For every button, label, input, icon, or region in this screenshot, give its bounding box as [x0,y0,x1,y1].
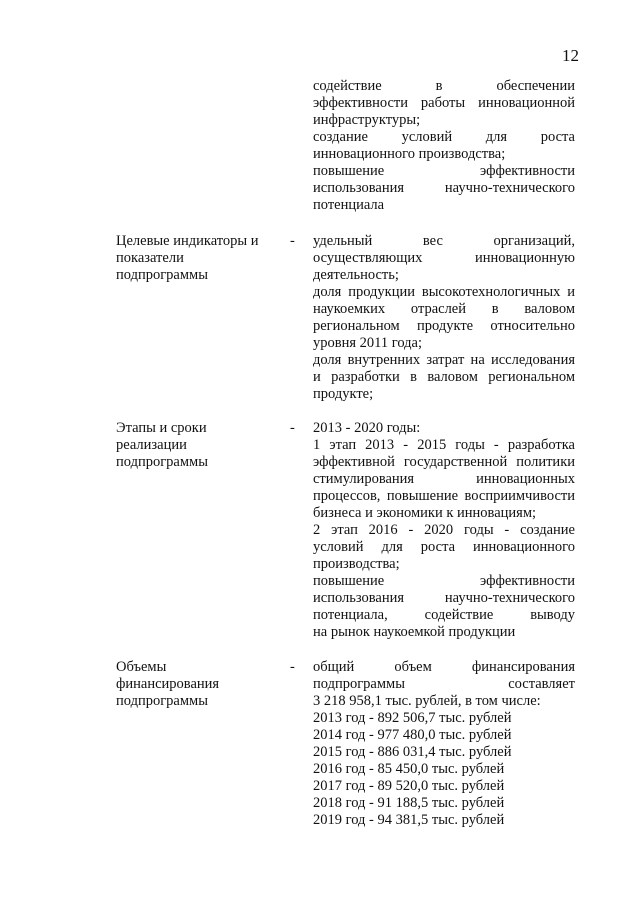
label-line: реализации [116,437,187,453]
text-line: и разработки в валовом региональном [313,369,575,385]
text-line: потенциала, содействие выводу [313,607,575,623]
text-line: 2014 год - 977 480,0 тыс. рублей [313,727,512,743]
text-line: процессов, повышение восприимчивости [313,488,575,504]
text-line: потенциала [313,197,385,213]
text-line: 2013 год - 892 506,7 тыс. рублей [313,710,512,726]
label-line: Этапы и сроки [116,420,207,436]
text-line: осуществляющих инновационную [313,250,575,266]
text-line: региональном продукте относительно [313,318,575,334]
text-line: на рынок наукоемкой продукции [313,624,516,640]
text-line: уровня 2011 года; [313,335,422,351]
text-line: создание условий для роста [313,129,575,145]
label-line: финансирования [116,676,220,692]
text-line: 3 218 958,1 тыс. рублей, в том числе: [313,693,541,709]
label-line: подпрограммы [116,693,208,709]
text-line: производства; [313,556,400,572]
text-line: инновационного производства; [313,146,506,162]
text-line: подпрограммы составляет [313,676,575,692]
text-line: 2019 год - 94 381,5 тыс. рублей [313,812,505,828]
text-line: 2018 год - 91 188,5 тыс. рублей [313,795,505,811]
text-line: доля внутренних затрат на исследования [313,352,575,368]
top-continuation-text [313,78,575,214]
text-line: доля продукции высокотехнологичных и [313,284,575,300]
text-line: 2 этап 2016 - 2020 годы - создание [313,522,575,538]
section-label-stages [116,420,286,471]
text-line: эффективной государственной политики [313,454,575,470]
text-line: эффективности работы инновационной [313,95,575,111]
section-content-indicators [313,233,575,403]
section-label-funding [116,659,286,710]
text-line: стимулирования инновационных [313,471,575,487]
text-line: удельный вес организаций, [313,233,575,249]
label-line: подпрограммы [116,454,208,470]
text-line: использования научно-технического [313,590,575,606]
text-line: 1 этап 2013 - 2015 годы - разработка [313,437,575,453]
text-line: деятельность; [313,267,399,283]
label-line: показатели [116,250,184,266]
label-line: Объемы [116,659,167,675]
section-dash: - [290,233,295,249]
text-line: бизнеса и экономики к инновациям; [313,505,537,521]
section-dash: - [290,420,295,436]
text-line: 2016 год - 85 450,0 тыс. рублей [313,761,505,777]
text-line: 2015 год - 886 031,4 тыс. рублей [313,744,512,760]
text-line: повышение эффективности [313,163,575,179]
text-line: 2017 год - 89 520,0 тыс. рублей [313,778,505,794]
text-line: условий для роста инновационного [313,539,575,555]
label-line: Целевые индикаторы и [116,233,259,249]
text-line: повышение эффективности [313,573,575,589]
text-line: общий объем финансирования [313,659,575,675]
text-line: инфраструктуры; [313,112,421,128]
section-dash: - [290,659,295,675]
section-content-stages [313,420,575,641]
text-line: использования научно-технического [313,180,575,196]
section-label-indicators [116,233,286,284]
text-line: 2013 - 2020 годы: [313,420,421,436]
text-line: наукоемких отраслей в валовом [313,301,575,317]
text-line: содействие в обеспечении [313,78,575,94]
page-number: 12 [562,46,579,65]
text-line: продукте; [313,386,374,402]
section-content-funding [313,659,575,829]
label-line: подпрограммы [116,267,208,283]
